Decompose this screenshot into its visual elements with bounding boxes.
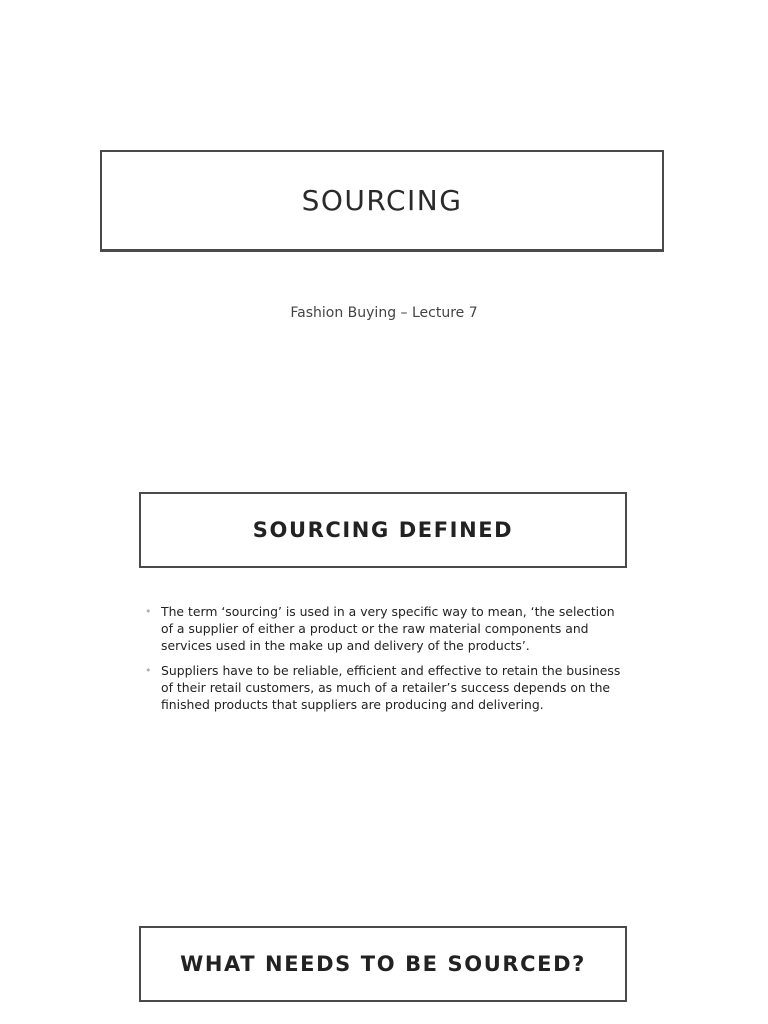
slide-title: SOURCING — [301, 184, 463, 217]
bullet-list — [145, 603, 630, 721]
list-item — [145, 662, 630, 713]
slide-subtitle: Fashion Buying – Lecture 7 — [290, 305, 478, 321]
section-heading-box-needs — [139, 926, 627, 1002]
bullet-marker: • — [145, 605, 152, 618]
section-heading-defined: SOURCING DEFINED — [252, 518, 514, 542]
bullet-text: The term ‘sourcing’ is used in a very specific way to mean, ‘the selection of a supplier of either a product or the raw material components and services used in the make up and delivery of the products’. — [161, 604, 615, 653]
bullet-text: Suppliers have to be reliable, efficient and effective to retain the business of their retail customers, as much of a retailer’s success depends on the finished products that suppliers are producing and delivering. — [161, 663, 621, 712]
slide-title-box — [100, 150, 664, 252]
bullet-marker: • — [145, 664, 152, 677]
list-item — [145, 603, 630, 654]
section-heading-box-defined — [139, 492, 627, 568]
section-heading-needs: WHAT NEEDS TO BE SOURCED? — [180, 952, 586, 976]
